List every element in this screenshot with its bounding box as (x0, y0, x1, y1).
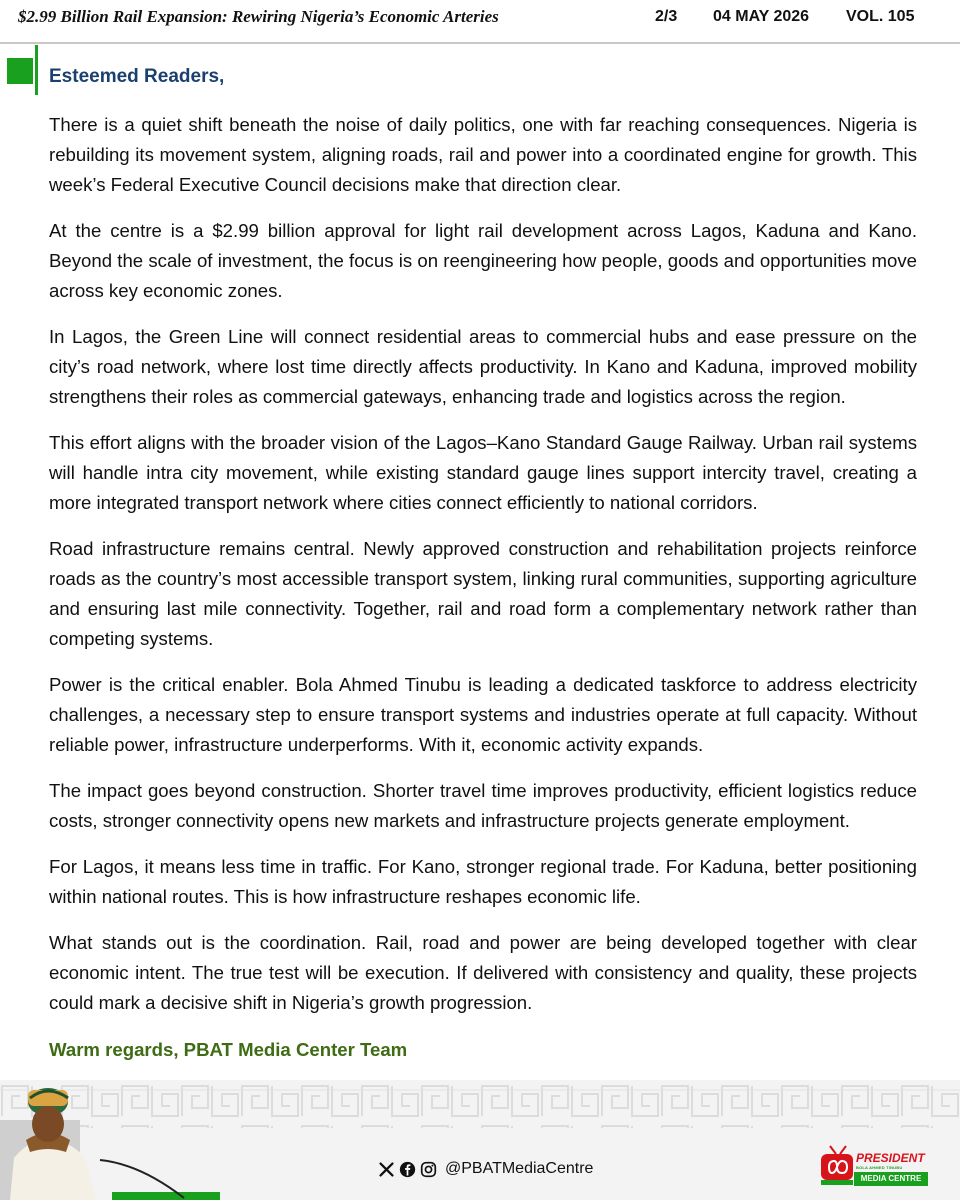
page-number: 2/3 (655, 8, 678, 25)
social-links (378, 1158, 593, 1180)
volume-number: VOL. 105 (846, 8, 915, 25)
paragraph: Road infrastructure remains central. Newly approved construction and rehabilitation projects reinforce roads as the country’s most accessible transport system, linking rural communities, supporting agriculture and ensuring last mile connectivity. Together, rail and road form a complementary network rather than competing systems. (49, 538, 917, 649)
logo-president-text: PRESIDENT (856, 1151, 925, 1165)
facebook-icon[interactable] (399, 1161, 416, 1178)
header-divider (0, 42, 960, 44)
accent-square (7, 58, 33, 84)
president-portrait (0, 1080, 230, 1200)
signoff: Warm regards, PBAT Media Center Team (49, 1039, 408, 1060)
issue-date: 04 MAY 2026 (713, 8, 810, 25)
letter-body (49, 110, 917, 1034)
paragraph: For Lagos, it means less time in traffic. For Kano, stronger regional trade. For Kaduna, better positioning within national routes. This is how infrastructure reshapes economic life. (49, 856, 917, 907)
paragraph: At the centre is a $2.99 billion approval for light rail development across Lagos, Kaduna and Kano. Beyond the scale of investment, the focus is on reengineering how people, goods and opportunities move across key economic zones. (49, 220, 917, 301)
page-header (0, 0, 960, 44)
x-icon[interactable] (378, 1161, 395, 1178)
paragraph: The impact goes beyond construction. Shorter travel time improves productivity, efficient logistics reduce costs, stronger connectivity opens new markets and infrastructure projects generate employment. (49, 780, 917, 831)
media-centre-logo (820, 1142, 930, 1194)
page-footer (0, 1080, 960, 1200)
salutation: Esteemed Readers, (49, 66, 225, 87)
instagram-icon[interactable] (420, 1161, 437, 1178)
paragraph: There is a quiet shift beneath the noise of daily politics, one with far reaching consequences. Nigeria is rebuilding its movement system, aligning roads, rail and power into a coordinated engine for growth. This week’s Federal Executive Council decisions make that direction clear. (49, 114, 917, 195)
tv-logo-icon (820, 1144, 854, 1188)
paragraph: What stands out is the coordination. Rail, road and power are being developed together with clear economic intent. The true test will be execution. If delivered with consistency and quality, these projects could mark a decisive shift in Nigeria’s growth progression. (49, 932, 917, 1013)
accent-strip (35, 45, 38, 95)
paragraph: In Lagos, the Green Line will connect residential areas to commercial hubs and ease pressure on the city’s road network, where lost time directly affects productivity. In Kano and Kaduna, improved mobility strengthens their roles as commercial gateways, enhancing trade and logistics across the region. (49, 326, 917, 407)
logo-name-text: BOLA AHMED TINUBU (856, 1165, 903, 1170)
newsletter-title: $2.99 Billion Rail Expansion: Rewiring Nigeria’s Economic Arteries (18, 7, 499, 26)
paragraph: Power is the critical enabler. Bola Ahmed Tinubu is leading a dedicated taskforce to address electricity challenges, a necessary step to ensure transport systems and industries operate at full capacity. Without reliable power, infrastructure underperforms. With it, economic activity expands. (49, 674, 917, 755)
social-handle[interactable]: @PBATMediaCentre (445, 1160, 594, 1177)
logo-media-centre-text: MEDIA CENTRE (854, 1172, 928, 1186)
paragraph: This effort aligns with the broader vision of the Lagos–Kano Standard Gauge Railway. Urban rail systems will handle intra city movement, while existing standard gauge lines support intercity travel, creating a more integrated transport network where cities connect efficiently to national corridors. (49, 432, 917, 513)
